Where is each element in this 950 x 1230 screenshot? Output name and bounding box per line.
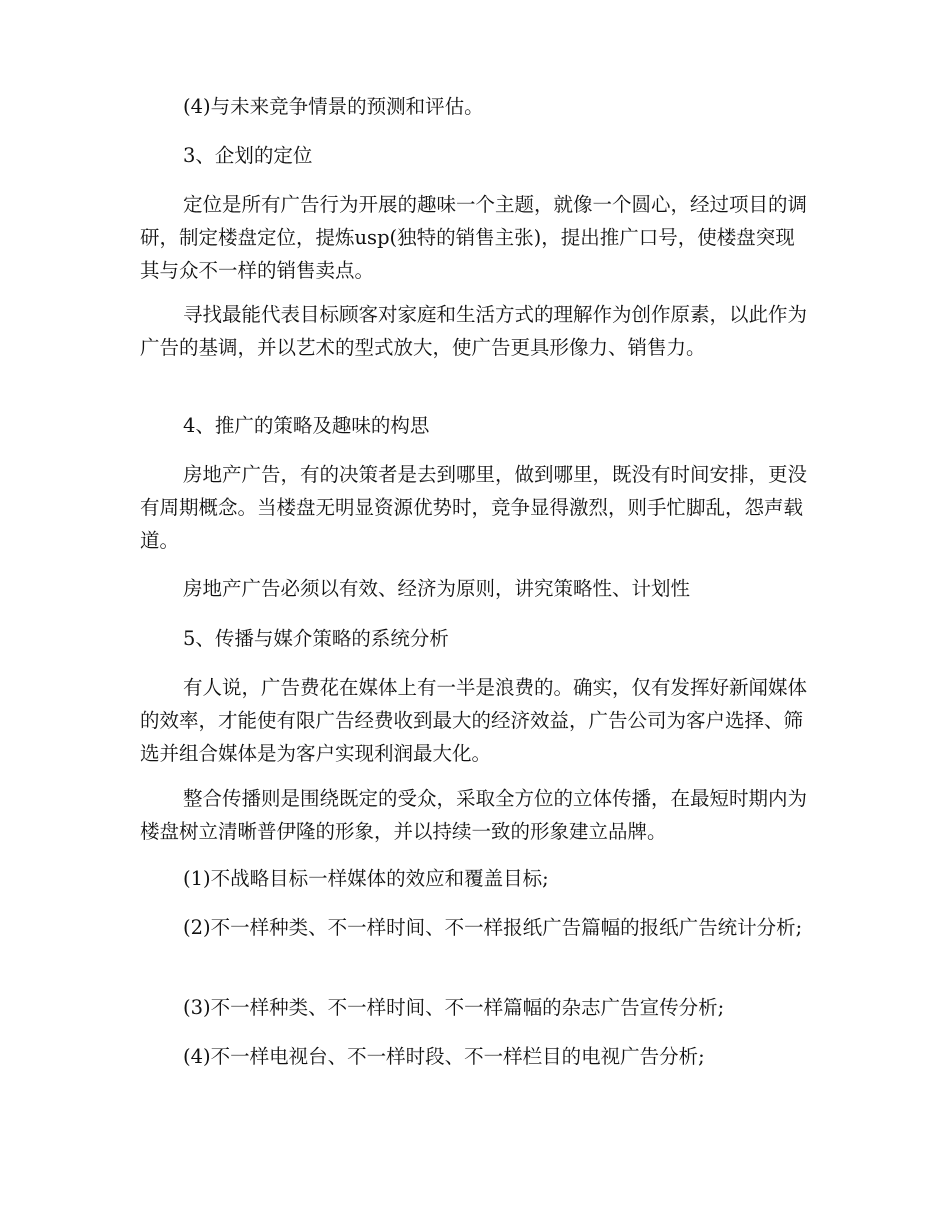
list-item-tv-analysis: (4)不一样电视台、不一样时段、不一样栏目的电视广告分析;: [183, 1045, 705, 1068]
paragraph-media-waste: 有人说，广告费花在媒体上有一半是浪费的。确实，仅有发挥好新闻媒体的效率，才能使有限广告经费收到最大的经济效益，广告公司为客户选择、筛选并组合媒体是为客户实现利润最大化。: [140, 676, 808, 765]
paragraph-integrated-communication: 整合传播则是围绕既定的受众，采取全方位的立体传播，在最短时期内为楼盘树立清晰普伊隆的形象，并以持续一致的形象建立品牌。: [140, 787, 808, 843]
paragraph-effective-economic: 房地产广告必须以有效、经济为原则，讲究策略性、计划性: [183, 577, 691, 600]
list-item-magazine-analysis: (3)不一样种类、不一样时间、不一样篇幅的杂志广告宣传分析;: [183, 996, 725, 1019]
paragraph-positioning: 定位是所有广告行为开展的趣味一个主题，就像一个圆心，经过项目的调研，制定楼盘定位，提炼usp(独特的销售主张)，提出推广口号，使楼盘突现其与众不一样的销售卖点。: [140, 193, 808, 282]
paragraph-target-customer: 寻找最能代表目标顾客对家庭和生活方式的理解作为创作原素，以此作为广告的基调，并以艺术的型式放大，使广告更具形像力、销售力。: [140, 303, 808, 359]
paragraph-competition-forecast: (4)与未来竞争情景的预测和评估。: [183, 95, 484, 118]
heading-planning-positioning: 3、企划的定位: [183, 144, 313, 167]
list-item-newspaper-analysis: (2)不一样种类、不一样时间、不一样报纸广告篇幅的报纸广告统计分析;: [183, 916, 803, 939]
paragraph-decision-makers: 房地产广告，有的决策者是去到哪里，做到哪里，既没有时间安排，更没有周期概念。当楼盘无明显资源优势时，竞争显得激烈，则手忙脚乱，怨声载道。: [140, 463, 808, 552]
list-item-media-effect: (1)不战略目标一样媒体的效应和覆盖目标;: [183, 867, 549, 890]
heading-promotion-strategy: 4、推广的策略及趣味的构思: [183, 414, 430, 437]
heading-media-strategy: 5、传播与媒介策略的系统分析: [183, 627, 449, 650]
